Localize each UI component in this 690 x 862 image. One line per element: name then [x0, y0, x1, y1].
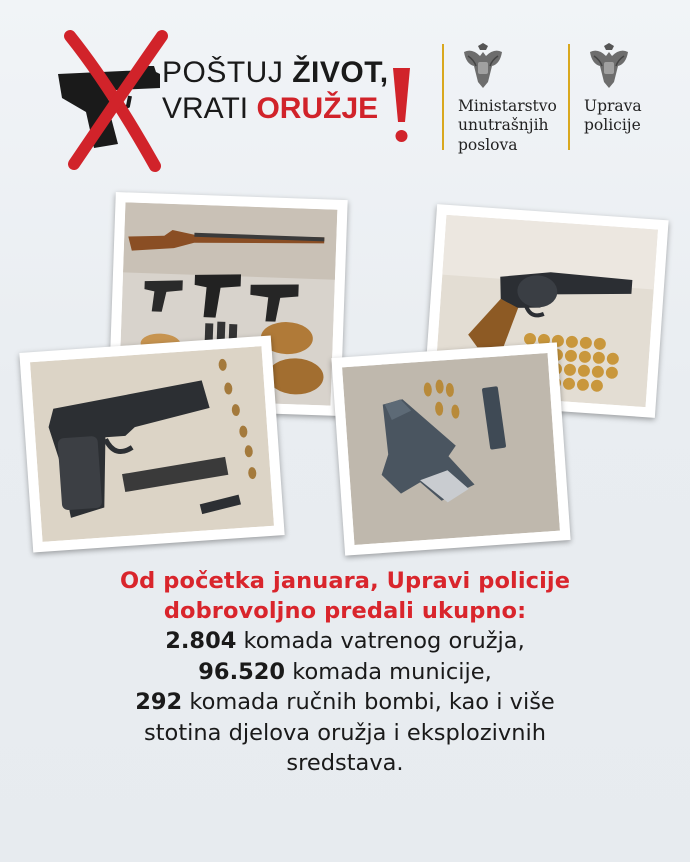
police-line-2: policije [584, 116, 641, 135]
police-name [584, 97, 642, 136]
ministry-name [458, 97, 557, 155]
slogan-line-2 [162, 94, 389, 124]
summary-heading-line-2: dobrovoljno predali ukupno: [163, 598, 527, 624]
summary-text [0, 566, 690, 779]
coat-of-arms-icon [458, 42, 508, 90]
summary-item-grenades [0, 687, 690, 718]
exclamation-icon [390, 66, 412, 146]
slogan-line-1 [162, 58, 389, 88]
firearms-count: 2.804 [165, 628, 237, 654]
summary-closing-line-2: sredstava. [286, 750, 404, 776]
slogan-word-zivot: ŽIVOT, [292, 56, 389, 89]
ammunition-label: komada municije, [285, 658, 492, 685]
photo-small-pistol-bullets [331, 342, 570, 555]
grenades-label: komada ručnih bombi, kao i više [182, 689, 555, 715]
slogan-word-oruzje: ORUŽJE [256, 92, 379, 125]
firearms-label: komada vatrenog oružja, [236, 628, 525, 654]
slogan-word-postuj: POŠTUJ [162, 56, 293, 89]
ministry-line-2: unutrašnjih [458, 116, 549, 135]
gold-divider-left [442, 44, 444, 150]
grenades-count: 292 [135, 689, 183, 715]
police-line-1: Uprava [584, 97, 642, 115]
summary-heading-line-1: Od početka januara, Upravi policije [119, 568, 571, 594]
ammunition-count: 96.520 [198, 658, 286, 685]
gold-divider-right [568, 44, 570, 150]
summary-closing-line-1: stotina djelova oružja i eksplozivnih [144, 719, 546, 746]
summary-item-firearms [0, 626, 690, 657]
ministry-line-3: poslova [458, 135, 518, 154]
slogan-word-vrati: VRATI [162, 92, 257, 125]
photo-pistol-magazine [19, 335, 284, 552]
summary-item-ammunition [0, 657, 690, 688]
ministry-line-1: Ministarstvo [458, 97, 557, 115]
campaign-slogan [162, 58, 389, 124]
coat-of-arms-icon-police [584, 42, 634, 90]
